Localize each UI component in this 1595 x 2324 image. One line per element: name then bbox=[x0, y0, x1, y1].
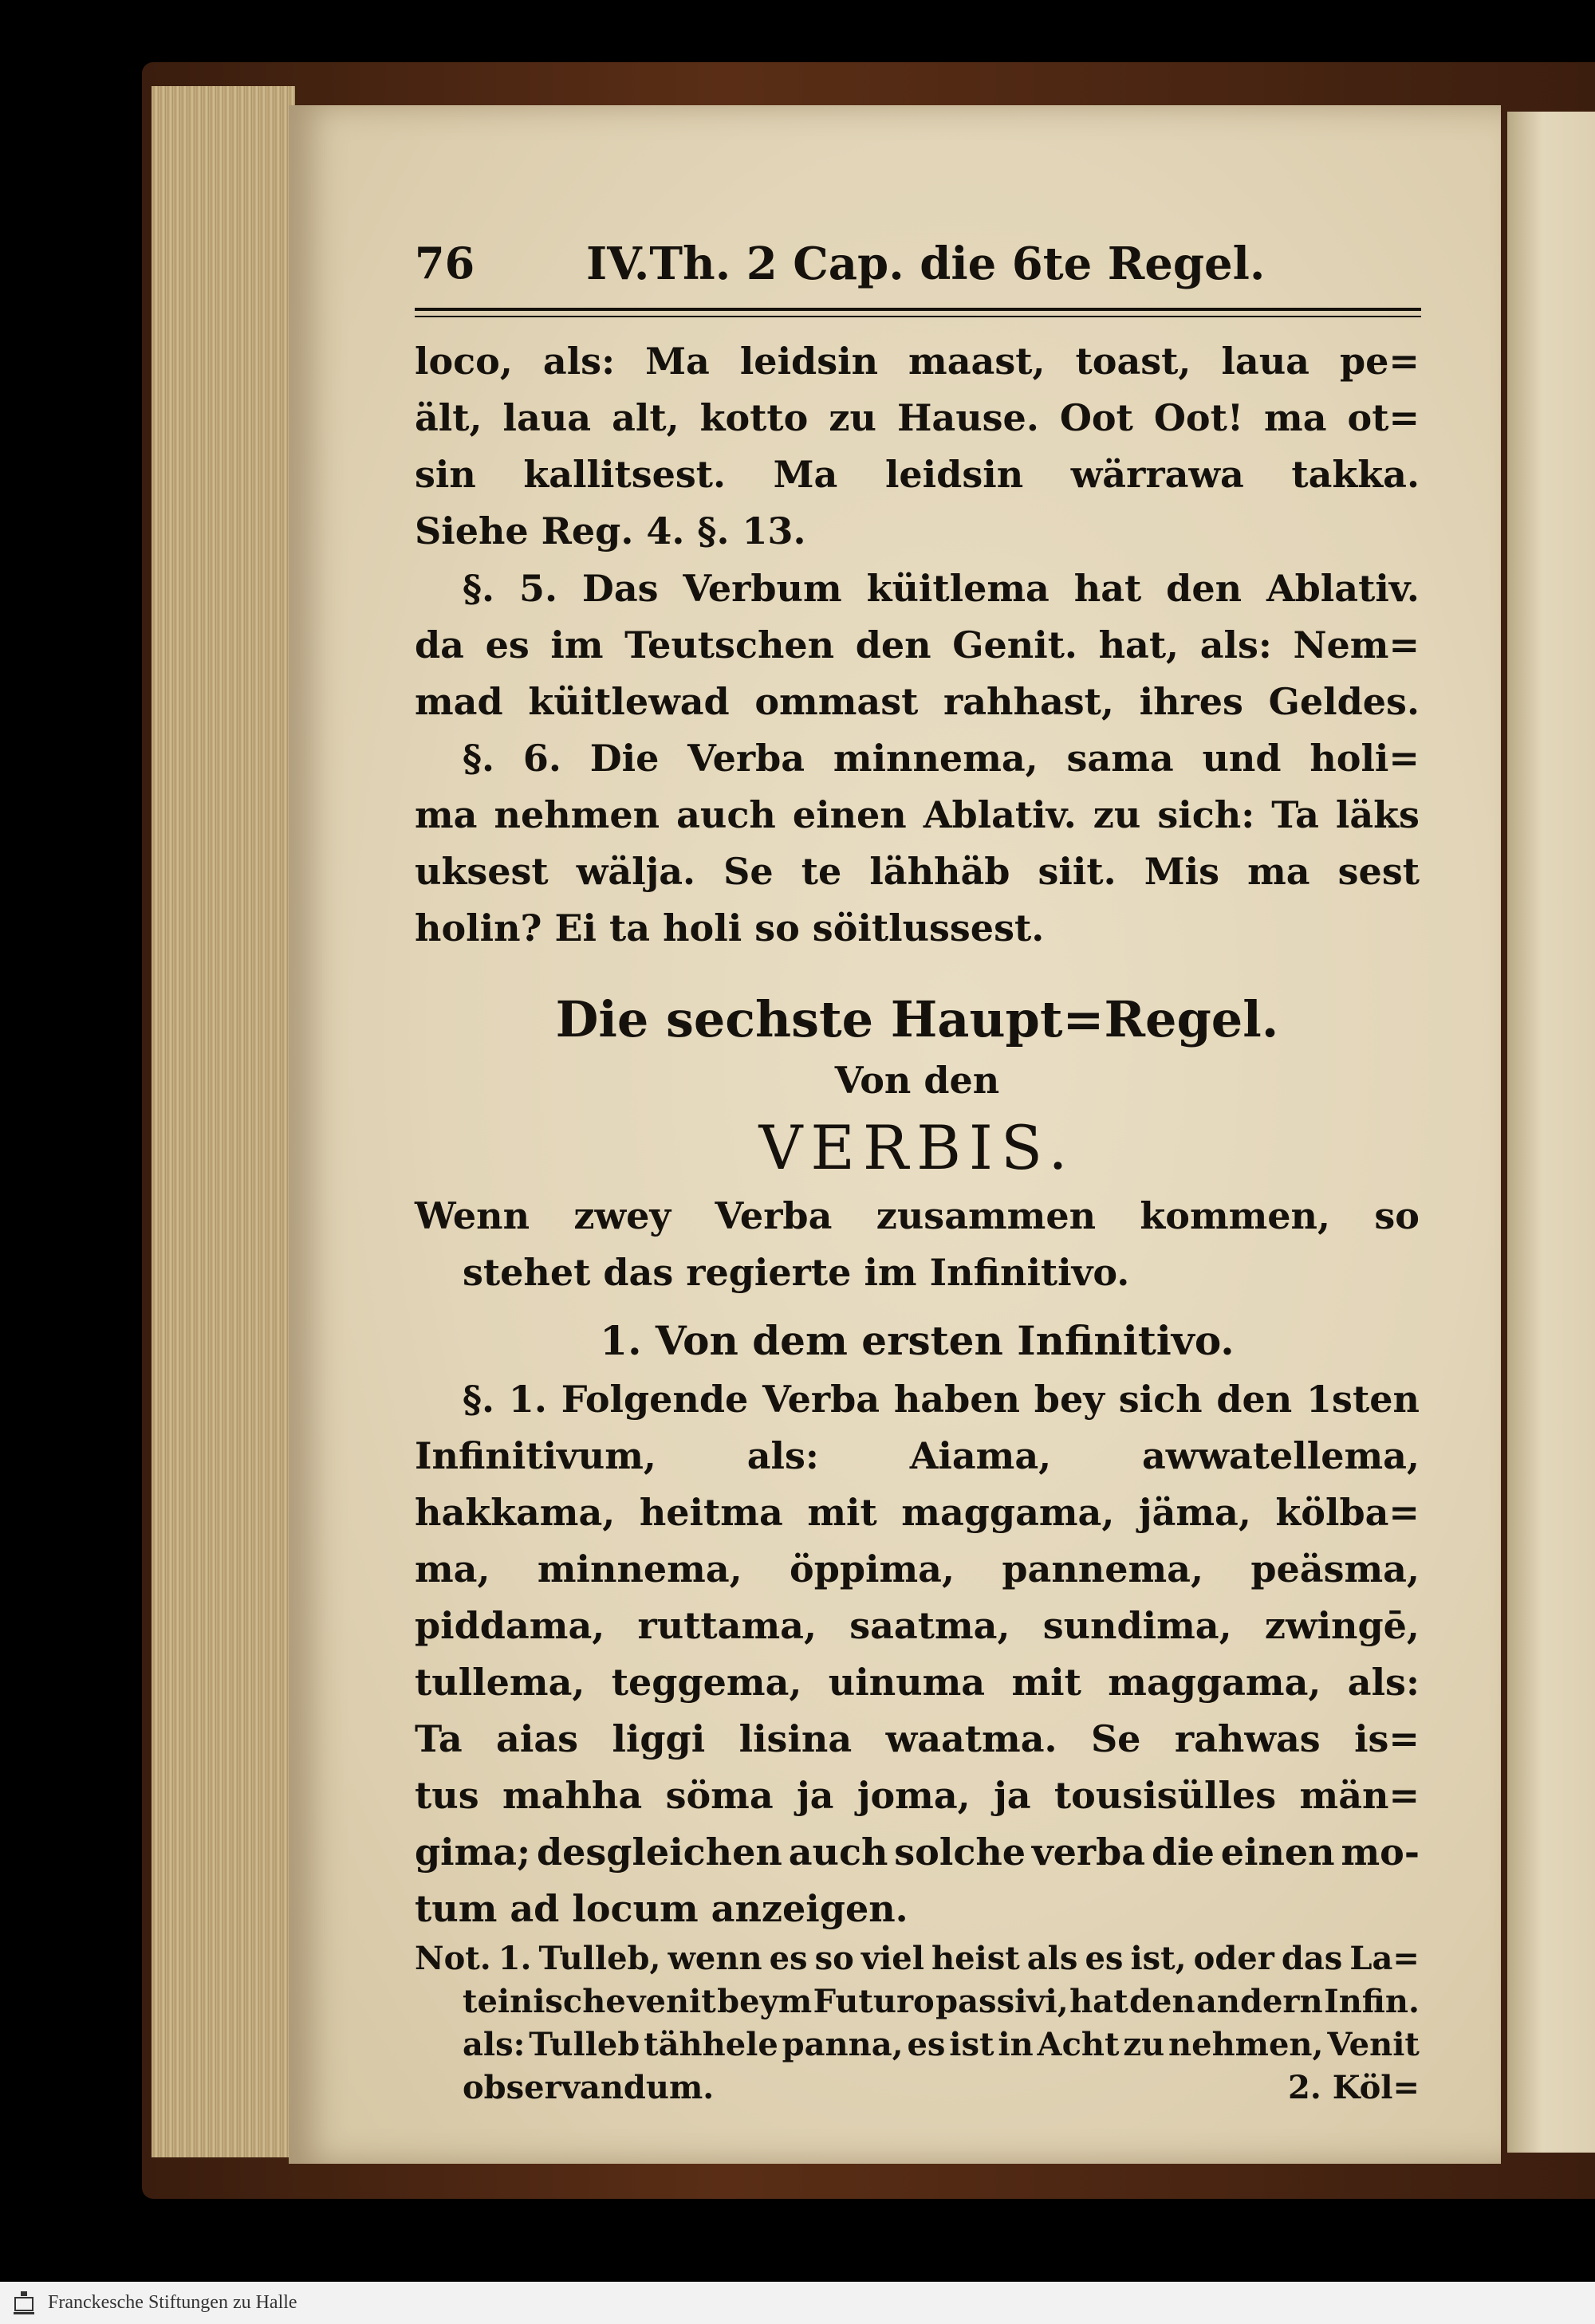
text-line: sin kallitsest. Ma leidsin wärrawa takka. bbox=[415, 453, 1420, 496]
text-line: uksest wälja. Se te lähhäb siit. Mis ma sest bbox=[415, 850, 1420, 893]
text-line: mad küitlewad ommast rahhast, ihres Geldes. bbox=[415, 680, 1420, 723]
text-line: holin? Ei ta holi so söitlussest. bbox=[415, 906, 1045, 950]
text-line: gima; desgleichen auch solche verba die einen mo- bbox=[415, 1830, 1420, 1874]
note-line: observandum. bbox=[463, 2069, 715, 2106]
catchword: 2. Köl= bbox=[1288, 2069, 1420, 2106]
next-page-edge bbox=[1507, 112, 1595, 2153]
text-line: piddama, ruttama, saatma, sundima, zwingē, bbox=[415, 1604, 1420, 1647]
footer-bar bbox=[0, 2282, 1595, 2324]
header-rule bbox=[415, 308, 1421, 317]
text-line: tus mahha söma ja joma, ja tousisülles män= bbox=[415, 1774, 1420, 1817]
text-line: da es im Teutschen den Genit. hat, als: Nem= bbox=[415, 623, 1420, 667]
section-subheading: Von den bbox=[834, 1059, 1000, 1102]
note-line: als: Tulleb tähhele panna, es ist in Acht zu nehmen, Venit bbox=[463, 2026, 1420, 2063]
text-line: stehet das regierte im Infinitivo. bbox=[463, 1251, 1130, 1294]
page-edges bbox=[152, 86, 295, 2157]
text-line: hakkama, heitma mit maggama, jäma, kölba= bbox=[415, 1491, 1420, 1534]
text-line: tum ad locum anzeigen. bbox=[415, 1887, 908, 1930]
text-line: Ta aias liggi lisina waatma. Se rahwas is= bbox=[415, 1717, 1420, 1760]
text-line: §. 6. Die Verba minnema, sama und holi= bbox=[463, 737, 1420, 780]
text-line: Infinitivum, als: Aiama, awwatellema, bbox=[415, 1434, 1420, 1477]
text-line: ma nehmen auch einen Ablativ. zu sich: Ta läks bbox=[415, 793, 1420, 836]
running-head: IV.Th. 2 Cap. die 6te Regel. bbox=[586, 238, 1266, 290]
text-line: Wenn zwey Verba zusammen kommen, so bbox=[415, 1194, 1420, 1237]
text-line: Siehe Reg. 4. §. 13. bbox=[415, 509, 806, 552]
note-line: teinische venit beym Futuro passivi, hat den andern Infin. bbox=[463, 1983, 1420, 2020]
footer-credit: Franckesche Stiftungen zu Halle bbox=[48, 2292, 297, 2313]
note-line: Not. 1. Tulleb, wenn es so viel heist als es ist, oder das La= bbox=[415, 1940, 1420, 1977]
text-line: loco, als: Ma leidsin maast, toast, laua pe= bbox=[415, 340, 1420, 383]
section-title-verbis: VERBIS. bbox=[758, 1112, 1076, 1183]
page-header bbox=[415, 238, 1420, 295]
section-heading: Die sechste Haupt=Regel. bbox=[555, 990, 1279, 1048]
text-line: §. 5. Das Verbum küitlema hat den Ablativ. bbox=[463, 567, 1420, 610]
text-line: tullema, teggema, uinuma mit maggama, als: bbox=[415, 1661, 1420, 1704]
text-line: §. 1. Folgende Verba haben bey sich den 1sten bbox=[463, 1378, 1420, 1421]
subheading: 1. Von dem ersten Infinitivo. bbox=[600, 1317, 1235, 1364]
institution-logo-icon bbox=[8, 2287, 40, 2319]
page-number: 76 bbox=[415, 238, 475, 289]
text-line: ält, laua alt, kotto zu Hause. Oot Oot! ma ot= bbox=[415, 396, 1420, 439]
text-line: ma, minnema, öppima, pannema, peäsma, bbox=[415, 1547, 1420, 1591]
